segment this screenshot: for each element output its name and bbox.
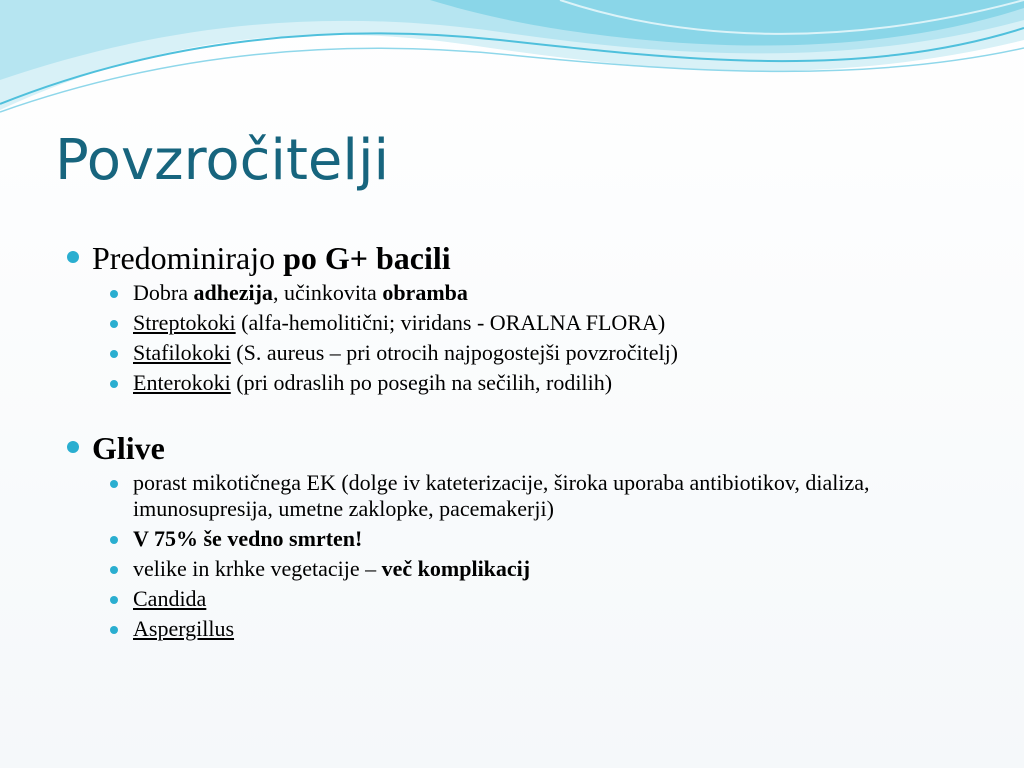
lead-bold-text: po G+ bacili — [283, 240, 451, 276]
sub-bullet-dot-icon — [110, 566, 118, 574]
bullet-gram-positive — [64, 236, 994, 280]
slide-title: Povzročitelji — [55, 128, 390, 193]
header-wave-decoration — [0, 0, 1024, 130]
underlined-term: Enterokoki — [133, 370, 231, 395]
text: Dobra — [133, 280, 194, 305]
bullet-dot-icon — [67, 251, 79, 263]
sub-bullet-aspergillus — [64, 616, 994, 642]
underlined-term: Candida — [133, 586, 207, 611]
sub-bullet-dot-icon — [110, 626, 118, 634]
sub-bullet-dot-icon — [110, 290, 118, 298]
lead-bold-text: Glive — [92, 430, 165, 466]
bullet-dot-icon — [67, 441, 79, 453]
bold-text: adhezija — [193, 280, 273, 305]
sub-bullet-dot-icon — [110, 596, 118, 604]
text: (pri odraslih po posegih na sečilih, rodilih) — [230, 370, 613, 395]
text: (alfa-hemolitični; viridans - ORALNA FLORA) — [235, 310, 666, 335]
lead-text: Predominirajo — [92, 240, 284, 276]
text: porast mikotičnega EK (dolge iv kateterizacije, široka uporaba antibiotikov, dializa, imunosupresija, umetne zaklopke, pacemakerji) — [133, 470, 870, 521]
sub-bullet-adhesion — [64, 280, 994, 306]
sub-bullet-vegetations — [64, 556, 994, 582]
sub-bullet-mortality — [64, 526, 994, 552]
text: (S. aureus – pri otrocih najpogostejši povzročitelj) — [230, 340, 679, 365]
sub-bullet-candida — [64, 586, 994, 612]
sub-bullet-streptokoki — [64, 310, 994, 336]
bold-text: V 75% še vedno smrten! — [133, 526, 363, 551]
sub-bullet-dot-icon — [110, 350, 118, 358]
sub-bullet-enterokoki — [64, 370, 994, 396]
slide-body — [64, 236, 994, 646]
sub-bullet-dot-icon — [110, 536, 118, 544]
text: velike in krhke vegetacije – — [133, 556, 382, 581]
underlined-term: Streptokoki — [133, 310, 236, 335]
bold-text: obramba — [382, 280, 468, 305]
sub-bullet-dot-icon — [110, 320, 118, 328]
bullet-glive — [64, 426, 994, 470]
sub-bullet-stafilokoki — [64, 340, 994, 366]
underlined-term: Stafilokoki — [133, 340, 231, 365]
sub-bullet-dot-icon — [110, 380, 118, 388]
underlined-term: Aspergillus — [133, 616, 235, 641]
sub-bullet-mycotic-increase — [64, 470, 994, 522]
text: , učinkovita — [272, 280, 383, 305]
sub-bullet-dot-icon — [110, 480, 118, 488]
bold-text: več komplikacij — [381, 556, 531, 581]
spacer — [64, 400, 994, 426]
